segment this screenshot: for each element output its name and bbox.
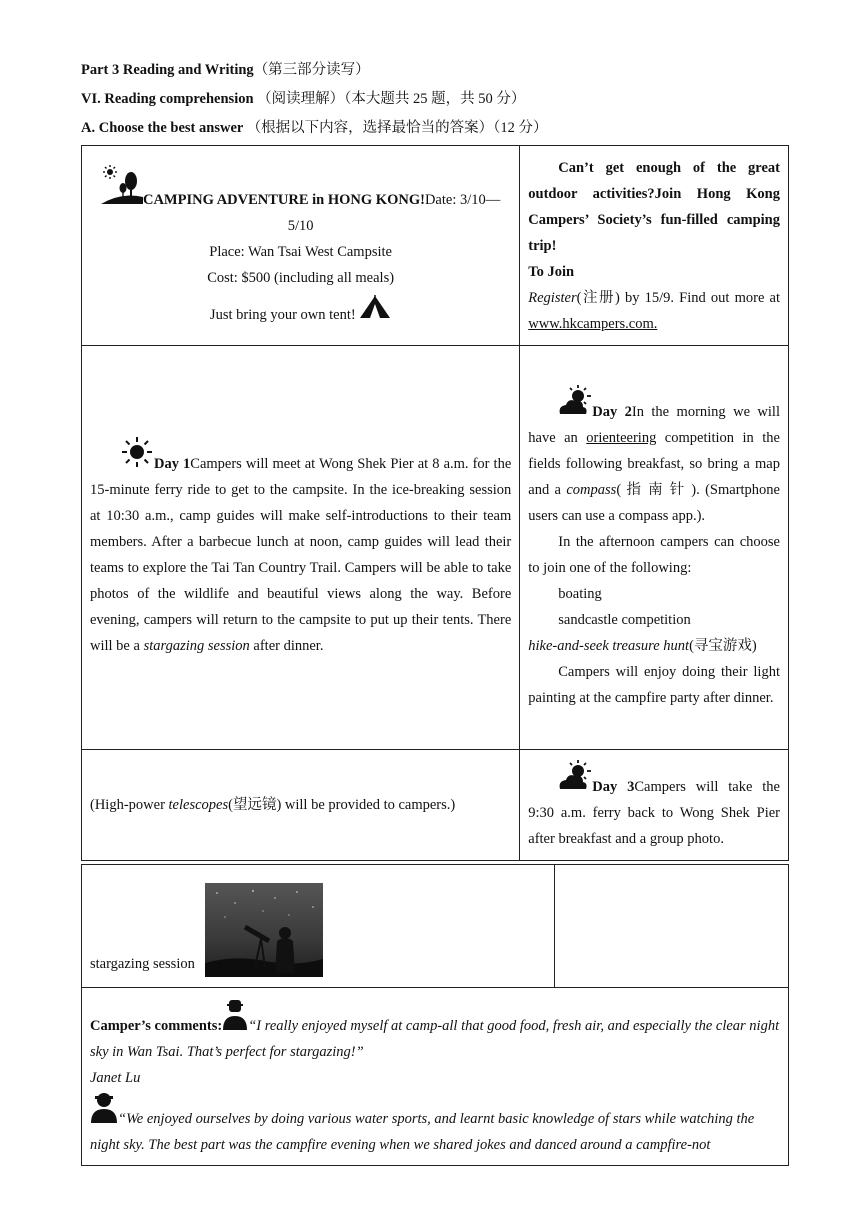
day2-text-c: ( 指 南 针 ). (Smartphone users can use a compass app.). [528,482,780,524]
ad-cost: Cost: $500 (including all meals) [207,269,395,286]
sun-cloud-icon [558,384,592,425]
ad-place: Place: Wan Tsai West Campsite [209,243,392,260]
register-cn: (注册) [576,289,620,306]
section6-title-cn: （阅读理解）（本大题共 25 题，共 50 分） [257,91,526,107]
to-join-label: To Join [528,263,575,280]
section6-title: VI. Reading comprehension [81,91,258,107]
promo-cell [520,146,789,346]
comment-1-text: “I really enjoyed myself at camp-all that good food, fresh air, and especially the clear night sky in Wan Tsai. That’s perfect for stargazing!” [90,1018,780,1060]
register-line [528,285,780,337]
ad-title: CAMPING ADVENTURE in HONG KONG! [142,191,425,208]
telescope-word: telescopes [168,797,229,813]
day2-text-b: competition in the fields following breakfast, so bring a map and a [528,430,780,498]
comment-1 [90,998,780,1065]
day1-text: Campers will meet at Wong Shek Pier at 8 a.m. for the 15-minute ferry ride to get to the campsite. In the ice-breaking session at 10:30 a.m., camp guides will make self-introductions to their team members. After a barbecue lunch at noon, camp guides will lead their teams to explore the Tai Tan Country Trail. Campers will be able to take photos of the wildlife and beautiful views along the way. Before evening, campers will return to the campsite to put up their tents. There will be a [90,456,512,654]
tent-icon [359,295,391,328]
sun-cloud-icon [558,759,592,800]
day1-cell [82,346,520,750]
website-link[interactable]: www.hkcampers.com. [528,315,658,332]
part3-title-cn: （第三部分读写） [253,62,370,78]
sun-icon [120,436,154,477]
day2-evening-text: Campers will enjoy doing their light painting at the campfire party after dinner. [528,664,780,706]
day2-option-sandcastle: sandcastle competition [558,612,691,628]
day1-paragraph [90,436,511,659]
day2-paragraph [528,384,780,529]
day1-stargazing: stargazing session [143,638,250,654]
ad-date: Date: 3/10—5/10 [287,191,501,234]
telescope-cell [82,750,520,861]
day3-cell [520,750,789,861]
day3-label: Day 3 [592,778,635,795]
register-rest: by 15/9. Find out more at [619,289,780,306]
comment-2-text: “We enjoyed ourselves by doing various water sports, and learnt basic knowledge of stars while watching the night sky. The best part was the campfire evening when we shared jokes and danced around a campfire-not [90,1111,755,1153]
comments-cell [82,988,789,1166]
day2-option-boating: boating [558,586,602,602]
comment-2 [90,1091,780,1158]
part3-title: Part 3 Reading and Writing [81,62,254,78]
comments-table [81,864,789,1166]
day1-text-end: after dinner. [249,638,324,654]
sun-tree-icon [101,164,143,213]
register-word: Register [528,289,577,306]
telescope-text-post: (望远镜) will be provided to campers.) [228,797,456,813]
day3-text: Campers will take the 9:30 a.m. ferry back to Wong Shek Pier after breakfast and a group photo. [528,778,780,847]
telescope-text-pre: (High-power [90,797,169,813]
treasure-hunt-text: hike-and-seek treasure hunt [528,638,690,654]
day2-compass: compass [566,482,617,498]
comment-1-author: Janet Lu [90,1070,141,1086]
day3-paragraph [528,759,780,852]
stargazing-photo [205,883,323,977]
day2-afternoon-text: In the afternoon campers can choose to join one of the following: [528,534,780,576]
ad-info-cell [82,146,520,346]
ad-tent-note: Just bring your own tent! [209,306,356,323]
day1-label: Day 1 [154,456,191,472]
photo-cell [82,865,555,988]
day2-orienteering: orienteering [586,430,657,446]
promo-text: Can’t get enough of the great outdoor activities?Join Hong Kong Campers’ Society’s fun-filled camping trip! [528,159,780,254]
section6-heading [81,87,525,108]
treasure-hunt-cn: (寻宝游戏) [689,638,757,654]
sectionA-title: A. Choose the best answer [81,120,247,136]
person-icon [90,1091,118,1132]
day2-label: Day 2 [592,404,632,420]
day2-text-a: In the morning we will have an [528,404,780,446]
part3-heading [81,58,370,79]
sectionA-heading [81,116,548,137]
comments-label: Camper’s comments: [90,1018,223,1034]
person-icon [222,998,248,1039]
camp-schedule-table [81,145,789,861]
sectionA-title-cn: （根据以下内容，选择最恰当的答案）（12 分） [246,120,548,136]
empty-cell [555,865,789,988]
day2-option-treasure-hunt [528,633,780,659]
photo-caption: stargazing session [90,956,195,972]
day2-cell [520,346,789,750]
